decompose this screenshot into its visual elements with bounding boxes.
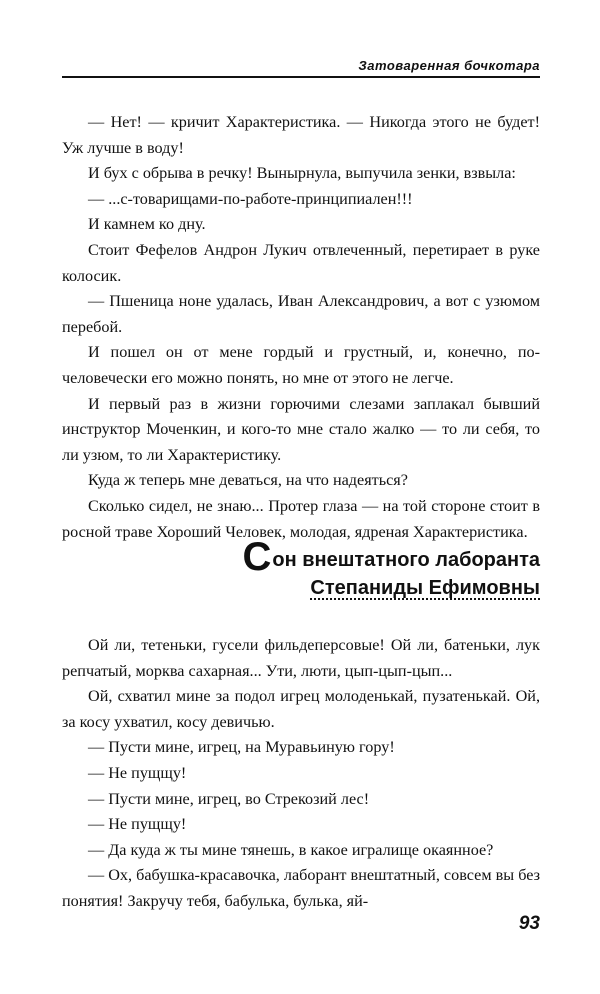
paragraph: Ой, схватил мине за подол игрец молоденькай, пузатенькай. Ой, за косу ухватил, косу девичью. — [62, 687, 540, 731]
paragraph: И первый раз в жизни горючими слезами заплакал бывший инструктор Моченкин, и кого-то мне стало жалко — то ли себя, то ли узюм, то ли Характеристику. — [62, 394, 540, 464]
paragraph: — Ох, бабушка-красавочка, лаборант внештатный, совсем вы без понятия! Закручу тебя, бабулька, булька, яй- — [62, 866, 540, 910]
page-header — [62, 50, 540, 78]
paragraph: И бух с обрыва в речку! Вынырнула, выпучила зенки, взвыла: — [88, 164, 516, 183]
paragraph: Ой ли, тетеньки, гусели фильдеперсовые! Ой ли, батеньки, лук репчатый, морква сахарная... Ути, люти, цып-цып-цып... — [62, 636, 540, 680]
chapter-heading-line-2: Степаниды Ефимовны — [310, 577, 540, 599]
drop-initial: С — [242, 535, 272, 579]
paragraph: Куда ж теперь мне деваться, на что надеяться? — [88, 471, 408, 490]
paragraph: Сколько сидел, не знаю... Протер глаза — на той стороне стоит в росной траве Хороший Человек, молодая, ядреная Характеристика. — [62, 496, 540, 541]
paragraph: — Не пущщу! — [88, 763, 187, 782]
paragraph: — Пусти мине, игрец, во Стрекозий лес! — [88, 789, 370, 808]
text-block-1 — [62, 110, 540, 545]
paragraph: — Не пущщу! — [88, 815, 187, 834]
chapter-heading — [62, 535, 540, 602]
running-title: Затоваренная бочкотара — [358, 58, 540, 73]
paragraph: — ...с-товарищами-по-работе-принципиален!!! — [88, 189, 413, 208]
paragraph: — Пшеница ноне удалась, Иван Александрович, а вот с узюмом перебой. — [62, 292, 540, 336]
text-block-2 — [62, 633, 540, 915]
paragraph: И пошел он от мене гордый и грустный, и, конечно, по-человечески его можно понять, но мне от этого не легче. — [62, 343, 540, 387]
paragraph: — Пусти мине, игрец, на Муравьиную гору! — [88, 738, 395, 757]
paragraph: И камнем ко дну. — [88, 215, 206, 234]
paragraph: — Нет! — кричит Характеристика. — Никогда этого не будет! Уж лучше в воду! — [62, 113, 540, 157]
page-number: 93 — [518, 913, 540, 934]
chapter-heading-line-1-text: он внештатного лаборанта — [272, 549, 540, 571]
chapter-heading-line-1 — [62, 535, 540, 579]
paragraph: — Да куда ж ты мине тянешь, в какое игралище окаянное? — [88, 840, 494, 859]
paragraph: Стоит Фефелов Андрон Лукич отвлеченный, перетирает в руке колосик. — [62, 240, 540, 285]
